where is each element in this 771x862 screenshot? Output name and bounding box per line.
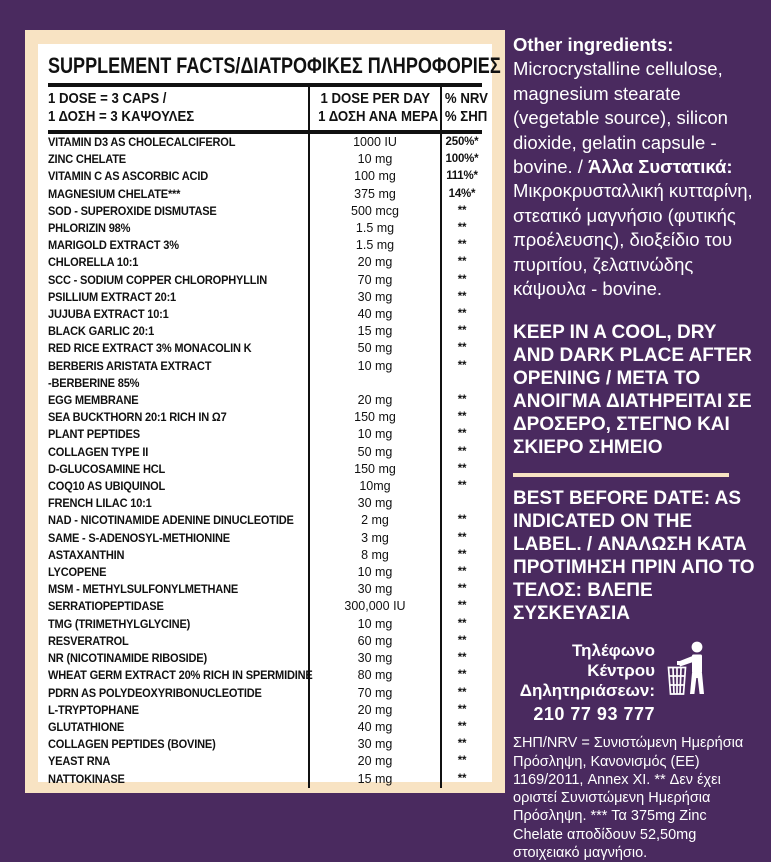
ingredient-amount: 8 mg <box>308 547 440 564</box>
storage-instructions: KEEP IN A COOL, DRY AND DARK PLACE AFTER OPENING / ΜΕΤΑ ΤΟ ΑΝΟΙΓΜΑ ΔΙΑΤΗΡΕΙΤΑΙ ΣΕ ΔΡΟΣΕΡΟ, ΣΤΕΓΝΟ ΚΑΙ ΣΚΙΕΡΟ ΣΗΜΕΙΟ <box>513 322 752 459</box>
poison-center-block <box>513 641 758 725</box>
ingredient-name: BLACK GARLIC 20:1 <box>48 324 155 339</box>
ingredient-nrv: ** <box>440 220 482 237</box>
ingredient-amount: 150 mg <box>308 409 440 426</box>
ingredient-nrv: ** <box>440 237 482 254</box>
ingredient-name: FRENCH LILAC 10:1 <box>48 496 152 511</box>
ingredient-nrv: ** <box>440 203 482 220</box>
ingredient-nrv: ** <box>440 530 482 547</box>
ingredient-name: SAME - S-ADENOSYL-METHIONINE <box>48 530 230 545</box>
ingredient-amount: 20 mg <box>308 753 440 770</box>
poison-center-label-line1: Τηλέφωνο Κέντρου <box>572 641 655 681</box>
table-row <box>48 547 482 564</box>
table-row <box>48 685 482 702</box>
table-row <box>48 323 482 340</box>
ingredient-amount: 30 mg <box>308 736 440 753</box>
table-row <box>48 254 482 271</box>
ingredient-amount: 20 mg <box>308 392 440 409</box>
table-row <box>48 237 482 254</box>
supplement-table-body <box>48 134 482 788</box>
header-nrv-en: % NRV <box>444 90 488 107</box>
table-row <box>48 461 482 478</box>
best-before-text: BEST BEFORE DATE: AS INDICATED ON THE LABEL. / ΑΝΑΛΩΣΗ ΚΑΤΑ ΠΡΟΤΙΜΗΣΗ ΠΡΙΝ ΑΠΟ ΤΟ ΤΕΛΟΣ: ΒΛΕΠΕ ΣΥΣΚΕΥΑΣΙΑ <box>513 488 755 625</box>
ingredient-nrv: ** <box>440 633 482 650</box>
ingredient-nrv: ** <box>440 616 482 633</box>
ingredient-nrv: ** <box>440 254 482 271</box>
header-per-day-en: 1 DOSE PER DAY <box>320 90 430 107</box>
ingredient-amount: 15 mg <box>308 771 440 788</box>
table-row <box>48 667 482 684</box>
ingredient-amount: 300,000 IU <box>308 598 440 615</box>
table-row <box>48 616 482 633</box>
other-ingredients-paragraph <box>513 33 758 301</box>
ingredient-amount: 20 mg <box>308 702 440 719</box>
ingredient-amount: 80 mg <box>308 667 440 684</box>
ingredient-amount: 1.5 mg <box>308 220 440 237</box>
table-row <box>48 581 482 598</box>
ingredient-amount: 100 mg <box>308 168 440 185</box>
table-row <box>48 289 482 306</box>
side-panel <box>513 33 758 862</box>
ingredient-amount: 40 mg <box>308 719 440 736</box>
ingredient-amount: 15 mg <box>308 323 440 340</box>
ingredient-amount: 30 mg <box>308 289 440 306</box>
ingredient-nrv: ** <box>440 547 482 564</box>
ingredient-name: PSILLIUM EXTRACT 20:1 <box>48 289 177 304</box>
ingredient-name: COLLAGEN PEPTIDES (BOVINE) <box>48 737 216 752</box>
ingredient-amount: 150 mg <box>308 461 440 478</box>
ingredient-name: ZINC CHELATE <box>48 152 126 167</box>
table-row <box>48 771 482 788</box>
ingredient-nrv: ** <box>440 753 482 770</box>
ingredient-amount: 10mg <box>308 478 440 495</box>
table-row <box>48 650 482 667</box>
ingredient-nrv: ** <box>440 409 482 426</box>
ingredient-name: MARIGOLD EXTRACT 3% <box>48 238 179 253</box>
ingredient-nrv: ** <box>440 564 482 581</box>
ingredient-name: MSM - METHYLSULFONYLMETHANE <box>48 582 239 597</box>
footnotes-text: ΣΗΠ/NRV = Συνιστώμενη Ημερήσια Πρόσληψη, Κανονισμός (ΕΕ) 1169/2011, Annex XI. ** Δεν έχει οριστεί Συνιστώμενη Ημερήσια Πρόσληψη. *** Τα 375mg Zinc Chelate αποδίδουν 52,50mg στοιχειακό μαγνήσιο. <box>513 735 744 862</box>
ingredient-name: D-GLUCOSAMINE HCL <box>48 461 166 476</box>
ingredient-nrv: 250%* <box>440 134 482 151</box>
ingredient-name: SEA BUCKTHORN 20:1 RICH IN Ω7 <box>48 410 227 425</box>
ingredient-nrv: ** <box>440 667 482 684</box>
ingredient-name: NATTOKINASE <box>48 771 125 786</box>
header-per-day-cell <box>308 87 440 130</box>
ingredient-amount: 70 mg <box>308 685 440 702</box>
ingredient-name: L-TRYPTOPHANE <box>48 702 139 717</box>
ingredient-name: EGG MEMBRANE <box>48 393 139 408</box>
ingredient-nrv: ** <box>440 272 482 289</box>
ingredient-name: SOD - SUPEROXIDE DISMUTASE <box>48 203 217 218</box>
ingredient-amount: 1000 IU <box>308 134 440 151</box>
section-divider <box>513 473 729 477</box>
ingredient-nrv: ** <box>440 581 482 598</box>
ingredient-nrv <box>440 495 482 512</box>
ingredient-name: WHEAT GERM EXTRACT 20% RICH IN SPERMIDINE <box>48 668 313 683</box>
ingredient-amount: 10 mg <box>308 358 440 392</box>
ingredient-name: CHLORELLA 10:1 <box>48 255 139 270</box>
ingredient-name: ASTAXANTHIN <box>48 547 125 562</box>
ingredient-amount: 10 mg <box>308 564 440 581</box>
ingredient-name: NR (NICOTINAMIDE RIBOSIDE) <box>48 651 207 666</box>
table-row <box>48 168 482 185</box>
table-row <box>48 530 482 547</box>
table-row <box>48 444 482 461</box>
poison-center-label-line2: Δηλητηριάσεων: <box>519 681 655 701</box>
table-row <box>48 736 482 753</box>
table-row <box>48 564 482 581</box>
header-nrv-gr: % ΣΗΠ <box>445 108 488 125</box>
other-ingredients-text-en: Microcrystalline cellulose, magnesium stearate (vegetable source), silicon dioxide, gelatin capsule - bovine. / <box>513 58 728 178</box>
tidyman-dispose-icon <box>664 641 710 702</box>
ingredient-nrv: ** <box>440 358 482 392</box>
table-row <box>48 426 482 443</box>
ingredient-nrv: ** <box>440 771 482 788</box>
ingredient-name: LYCOPENE <box>48 565 107 580</box>
ingredient-nrv: ** <box>440 650 482 667</box>
table-row <box>48 134 482 151</box>
supplement-label-card <box>25 30 505 793</box>
ingredient-amount: 50 mg <box>308 444 440 461</box>
table-row <box>48 633 482 650</box>
ingredient-nrv: ** <box>440 323 482 340</box>
ingredient-nrv: ** <box>440 426 482 443</box>
table-row <box>48 495 482 512</box>
ingredient-nrv: ** <box>440 512 482 529</box>
table-row <box>48 151 482 168</box>
ingredient-nrv: ** <box>440 340 482 357</box>
ingredient-nrv: ** <box>440 702 482 719</box>
ingredient-amount: 10 mg <box>308 426 440 443</box>
ingredient-nrv: ** <box>440 461 482 478</box>
table-row <box>48 512 482 529</box>
facts-panel <box>38 44 501 786</box>
ingredient-nrv: ** <box>440 444 482 461</box>
ingredient-name: YEAST RNA <box>48 754 111 769</box>
header-dose-en: 1 DOSE = 3 CAPS / <box>48 90 167 107</box>
other-ingredients-text-gr: Μικροκρυσταλλική κυτταρίνη, στεατικό μαγνήσιο (φυτικής προέλευσης), διοξείδιο του πυριτίου, ζελατινώδης κάψουλα - bovine. <box>513 180 753 300</box>
ingredient-amount: 30 mg <box>308 581 440 598</box>
ingredient-amount: 500 mcg <box>308 203 440 220</box>
table-row <box>48 186 482 203</box>
ingredient-name: SERRATIOPEPTIDASE <box>48 599 164 614</box>
ingredient-name: JUJUBA EXTRACT 10:1 <box>48 307 169 322</box>
table-row <box>48 478 482 495</box>
ingredient-nrv: ** <box>440 719 482 736</box>
poison-center-text <box>513 641 655 725</box>
table-row <box>48 220 482 237</box>
table-row <box>48 340 482 357</box>
other-ingredients-heading: Other ingredients: <box>513 34 674 55</box>
ingredient-name: GLUTATHIONE <box>48 719 125 734</box>
table-row <box>48 358 482 392</box>
header-nrv-cell <box>440 87 491 130</box>
table-row <box>48 598 482 615</box>
ingredient-nrv: 111%* <box>440 168 482 185</box>
ingredient-name: PLANT PEPTIDES <box>48 427 140 442</box>
ingredient-name: TMG (TRIMETHYLGLYCINE) <box>48 616 191 631</box>
ingredient-name: NAD - NICOTINAMIDE ADENINE DINUCLEOTIDE <box>48 513 294 528</box>
ingredient-amount: 375 mg <box>308 186 440 203</box>
header-dose-cell <box>48 87 308 130</box>
ingredient-nrv: ** <box>440 392 482 409</box>
poison-center-phone: 210 77 93 777 <box>533 704 655 725</box>
table-row <box>48 753 482 770</box>
ingredient-amount: 1.5 mg <box>308 237 440 254</box>
ingredient-nrv: 100%* <box>440 151 482 168</box>
header-per-day-gr: 1 ΔΟΣΗ ΑΝΑ ΜΕΡΑ <box>318 108 439 125</box>
table-row <box>48 272 482 289</box>
header-dose-gr: 1 ΔΟΣΗ = 3 ΚΑΨΟΥΛΕΣ <box>48 108 195 125</box>
ingredient-amount: 30 mg <box>308 650 440 667</box>
ingredient-name: COLLAGEN TYPE II <box>48 444 149 459</box>
ingredient-name: PDRN AS POLYDEOXYRIBONUCLEOTIDE <box>48 685 262 700</box>
facts-header-row <box>48 87 488 130</box>
ingredient-name: BERBERIS ARISTATA EXTRACT -BERBERINE 85% <box>48 358 212 390</box>
ingredient-name: VITAMIN C AS ASCORBIC ACID <box>48 169 209 184</box>
ingredient-nrv: 14%* <box>440 186 482 203</box>
ingredient-name: COQ10 AS UBIQUINOL <box>48 479 166 494</box>
table-row <box>48 719 482 736</box>
table-row <box>48 203 482 220</box>
ingredient-nrv: ** <box>440 685 482 702</box>
ingredient-name: PHLORIZIN 98% <box>48 221 131 236</box>
table-row <box>48 392 482 409</box>
table-row <box>48 702 482 719</box>
ingredient-amount: 70 mg <box>308 272 440 289</box>
ingredient-amount: 10 mg <box>308 616 440 633</box>
other-ingredients-heading-gr: Άλλα Συστατικά: <box>588 156 733 178</box>
ingredient-nrv: ** <box>440 736 482 753</box>
ingredient-amount: 60 mg <box>308 633 440 650</box>
ingredient-amount: 50 mg <box>308 340 440 357</box>
table-row <box>48 306 482 323</box>
ingredient-name: RED RICE EXTRACT 3% MONACOLIN K <box>48 341 252 356</box>
table-row <box>48 409 482 426</box>
ingredient-amount: 20 mg <box>308 254 440 271</box>
ingredient-name: VITAMIN D3 AS CHOLECALCIFEROL <box>48 135 236 149</box>
ingredient-nrv: ** <box>440 306 482 323</box>
ingredient-amount: 2 mg <box>308 512 440 529</box>
ingredient-amount: 3 mg <box>308 530 440 547</box>
ingredient-amount: 40 mg <box>308 306 440 323</box>
ingredient-name: SCC - SODIUM COPPER CHLOROPHYLLIN <box>48 272 268 287</box>
facts-title: SUPPLEMENT FACTS/ΔΙΑΤΡΟΦΙΚΕΣ ΠΛΗΡΟΦΟΡΙΕΣ <box>48 53 501 78</box>
ingredient-nrv: ** <box>440 478 482 495</box>
ingredient-nrv: ** <box>440 289 482 306</box>
ingredient-name: RESVERATROL <box>48 633 129 648</box>
ingredient-nrv: ** <box>440 598 482 615</box>
ingredient-amount: 30 mg <box>308 495 440 512</box>
ingredient-name: MAGNESIUM CHELATE*** <box>48 186 181 201</box>
ingredient-amount: 10 mg <box>308 151 440 168</box>
